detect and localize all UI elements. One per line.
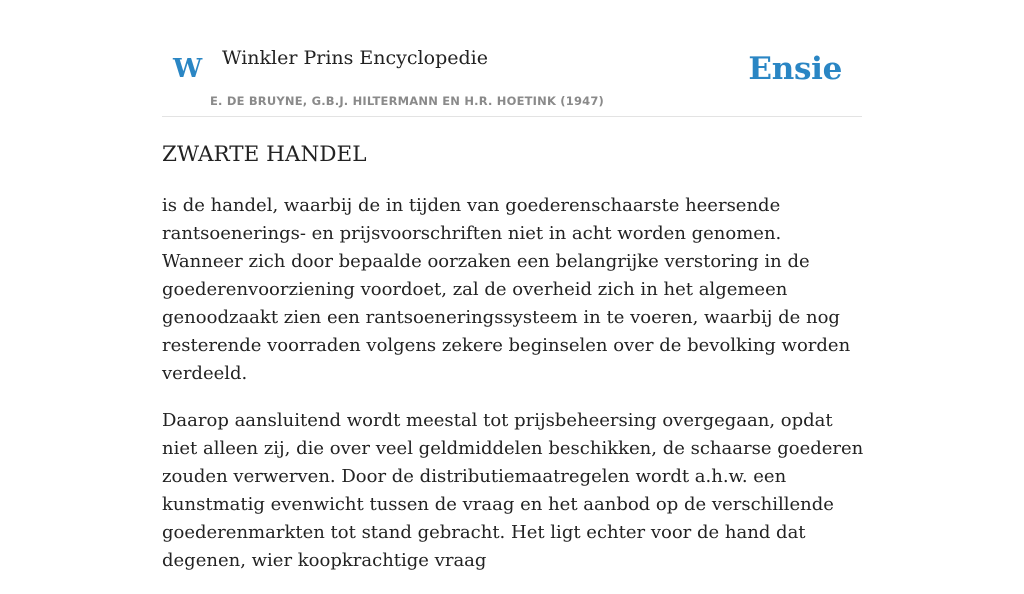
source-title[interactable]: Winkler Prins Encyclopedie (222, 47, 488, 69)
article-title: ZWARTE HANDEL (162, 142, 367, 167)
article-body (162, 192, 864, 594)
winkler-prins-logo[interactable]: W (173, 54, 203, 84)
ensie-brand-logo[interactable]: Ensie (748, 51, 842, 87)
article-paragraph: is de handel, waarbij de in tijden van goederenschaarste heersende rantsoenerings- en prijsvoorschriften niet in acht worden genomen. Wanneer zich door bepaalde oorzaken een belangrijke verstoring in de goederenvoorziening voordoet, zal de overheid zich in het algemeen genoodzaakt zien een rantsoeneringssysteem in te voeren, waarbij de nog resterende voorraden volgens zekere beginselen over de bevolking worden verdeeld. (162, 195, 851, 384)
source-header (162, 36, 862, 117)
article-paragraph: Daarop aansluitend wordt meestal tot prijsbeheersing overgegaan, opdat niet alleen zij, die over veel geldmiddelen beschikken, de schaarse goederen zouden verwerven. Door de distributiemaatregelen wordt a.h.w. een kunstmatig evenwicht tussen de vraag en het aanbod op de verschillende goederenmarkten tot stand gebracht. Het ligt echter voor de hand dat degenen, wier koopkrachtige vraag (162, 410, 864, 571)
source-authors: E. DE BRUYNE, G.B.J. HILTERMANN EN H.R. HOETINK (1947) (210, 94, 605, 108)
